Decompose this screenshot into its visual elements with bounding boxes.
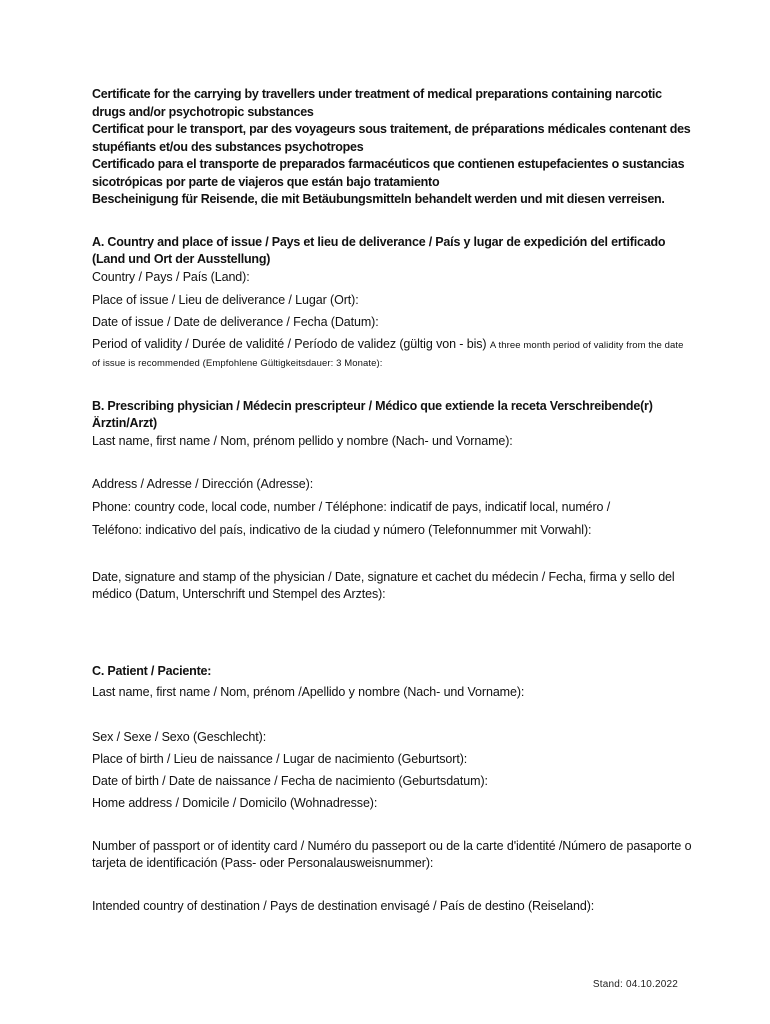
section-a-heading: A. Country and place of issue / Pays et lieu de deliverance / País y lugar de expedición del ertificado (Land und Ort der Ausstellung) (92, 234, 666, 266)
patient-birthdate-field-label: Date of birth / Date de naissance / Fecha de nacimiento (Geburtsdatum): (92, 774, 488, 788)
physician-signature-field-label: Date, signature and stamp of the physician / Date, signature et cachet du médecin / Fecha, firma y sello del médico (Datum, Unterschrift und Stempel des Arztes): (92, 569, 675, 601)
patient-sex-field-label: Sex / Sexe / Sexo (Geschlecht): (92, 730, 267, 744)
patient-home-address-field-label: Home address / Domicile / Domicilo (Wohnadresse): (92, 796, 378, 810)
document-title (92, 86, 692, 209)
validity-field-label (92, 336, 692, 372)
patient-passport-field-label: Number of passport or of identity card / Numéro du passeport ou de la carte d'identité /Número de pasaporte o tarjeta de identificación (Pass- oder Personalausweisnummer): (92, 839, 692, 870)
physician-phone-field-label: Phone: country code, local code, number / Téléphone: indicatif de pays, indicatif local, numéro / (92, 499, 611, 514)
physician-name-field-label: Last name, first name / Nom, prénom pellido y nombre (Nach- und Vorname): (92, 433, 513, 448)
destination-field-label: Intended country of destination / Pays de destination envisagé / País de destino (Reiseland): (92, 899, 595, 913)
section-c-heading: C. Patient / Paciente: (92, 663, 212, 678)
patient-name-field-label: Last name, first name / Nom, prénom /Apellido y nombre (Nach- und Vorname): (92, 685, 525, 699)
section-b-heading: B. Prescribing physician / Médecin prescripteur / Médico que extiende la receta Verschreibende(r) Ärztin/Arzt) (92, 398, 653, 430)
validity-note: A three month period of validity from the date of issue is recommended (Empfohlene Gültigkeitsdauer: 3 Monate): (92, 339, 684, 369)
section-c (92, 663, 692, 916)
validity-label: Period of validity / Durée de validité / Período de validez (gültig von - bis) (92, 336, 487, 351)
date-of-issue-field-label: Date of issue / Date de deliverance / Fecha (Datum): (92, 314, 379, 329)
section-b (92, 398, 692, 603)
physician-address-field-label: Address / Adresse / Dirección (Adresse): (92, 476, 314, 491)
section-a (92, 234, 692, 372)
title-line-en: Certificate for the carrying by travellers under treatment of medical preparations containing narcotic drugs and/or psychotropic substances (92, 87, 662, 119)
patient-birthplace-field-label: Place of birth / Lieu de naissance / Lugar de nacimiento (Geburtsort): (92, 752, 468, 766)
title-line-es: Certificado para el transporte de preparados farmacéuticos que contienen estupefacientes o sustancias sicotrópicas por parte de viajeros que están bajo tratamiento (92, 157, 685, 189)
document-version-date: Stand: 04.10.2022 (592, 979, 678, 990)
title-line-fr: Certificat pour le transport, par des voyageurs sous traitement, de préparations médicales contenant des stupéfiants et/ou des substances psychotropes (92, 122, 691, 154)
certificate-page (92, 86, 692, 915)
place-of-issue-field-label: Place of issue / Lieu de deliverance / Lugar (Ort): (92, 292, 359, 307)
country-field-label: Country / Pays / País (Land): (92, 269, 250, 284)
title-line-de: Bescheinigung für Reisende, die mit Betäubungsmitteln behandelt werden und mit diesen verreisen. (92, 192, 665, 206)
physician-phone-field-label-es: Teléfono: indicativo del país, indicativo de la ciudad y número (Telefonnummer mit Vorwahl): (92, 522, 592, 537)
